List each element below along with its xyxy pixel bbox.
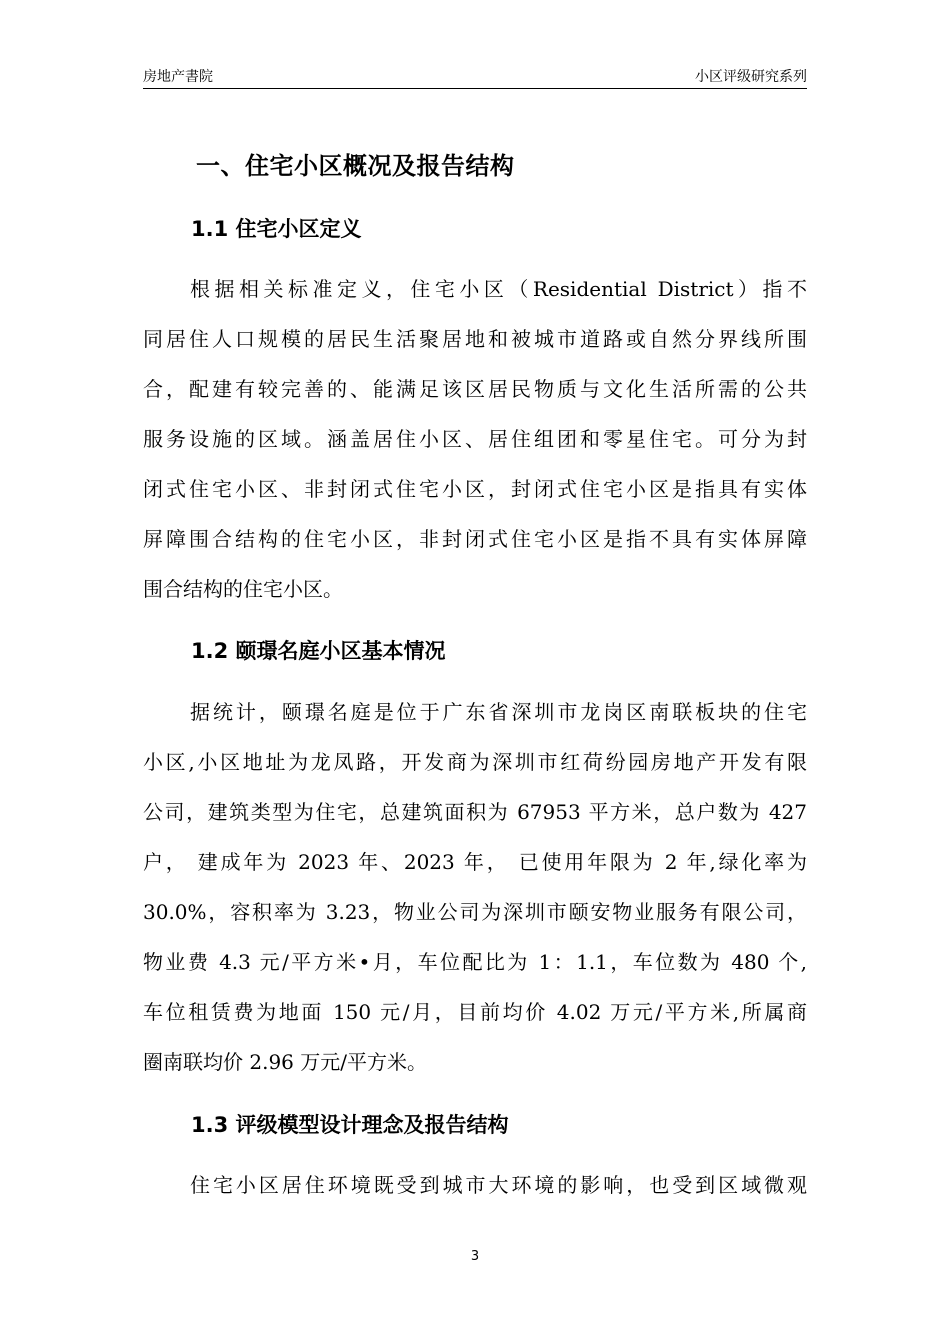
page-header xyxy=(143,66,807,89)
paragraph-line: 小区,小区地址为龙凤路，开发商为深圳市红荷纷园房地产开发有限 xyxy=(143,750,807,774)
section-1-3-title: 1.3 评级模型设计理念及报告结构 xyxy=(191,1113,509,1137)
header-publisher: 房地产書院 xyxy=(143,69,213,85)
paragraph-line: 根据相关标准定义，住宅小区（Residential District）指不 xyxy=(190,277,807,301)
section-1-1-title: 1.1 住宅小区定义 xyxy=(191,217,362,241)
paragraph-line: 公司，建筑类型为住宅，总建筑面积为 67953 平方米，总户数为 427 xyxy=(143,800,807,824)
paragraph-line: 圈南联均价 2.96 万元/平方米。 xyxy=(143,1050,427,1074)
paragraph-line: 物业费 4.3 元/平方米•月，车位配比为 1：1.1，车位数为 480 个, xyxy=(143,950,807,974)
page-number: 3 xyxy=(470,1249,480,1264)
paragraph-line: 合，配建有较完善的、能满足该区居民物质与文化生活所需的公共 xyxy=(143,377,807,401)
section-1-2-title: 1.2 颐璟名庭小区基本情况 xyxy=(191,639,446,663)
paragraph-line: 同居住人口规模的居民生活聚居地和被城市道路或自然分界线所围 xyxy=(143,327,807,351)
paragraph-line: 闭式住宅小区、非封闭式住宅小区，封闭式住宅小区是指具有实体 xyxy=(143,477,807,501)
paragraph-line: 户， 建成年为 2023 年、2023 年， 已使用年限为 2 年,绿化率为 xyxy=(143,850,807,874)
chapter-title: 一、住宅小区概况及报告结构 xyxy=(196,152,515,180)
paragraph-line: 车位租赁费为地面 150 元/月，目前均价 4.02 万元/平方米,所属商 xyxy=(143,1000,807,1024)
paragraph-line: 屏障围合结构的住宅小区，非封闭式住宅小区是指不具有实体屏障 xyxy=(143,527,807,551)
paragraph-line: 30.0%，容积率为 3.23，物业公司为深圳市颐安物业服务有限公司， xyxy=(143,900,807,924)
header-series-title: 小区评级研究系列 xyxy=(695,69,807,85)
paragraph-line: 据统计，颐璟名庭是位于广东省深圳市龙岗区南联板块的住宅 xyxy=(190,700,807,724)
paragraph-line: 围合结构的住宅小区。 xyxy=(143,577,343,601)
paragraph-line: 服务设施的区域。涵盖居住小区、居住组团和零星住宅。可分为封 xyxy=(143,427,807,451)
paragraph-line: 住宅小区居住环境既受到城市大环境的影响，也受到区域微观 xyxy=(190,1173,807,1197)
